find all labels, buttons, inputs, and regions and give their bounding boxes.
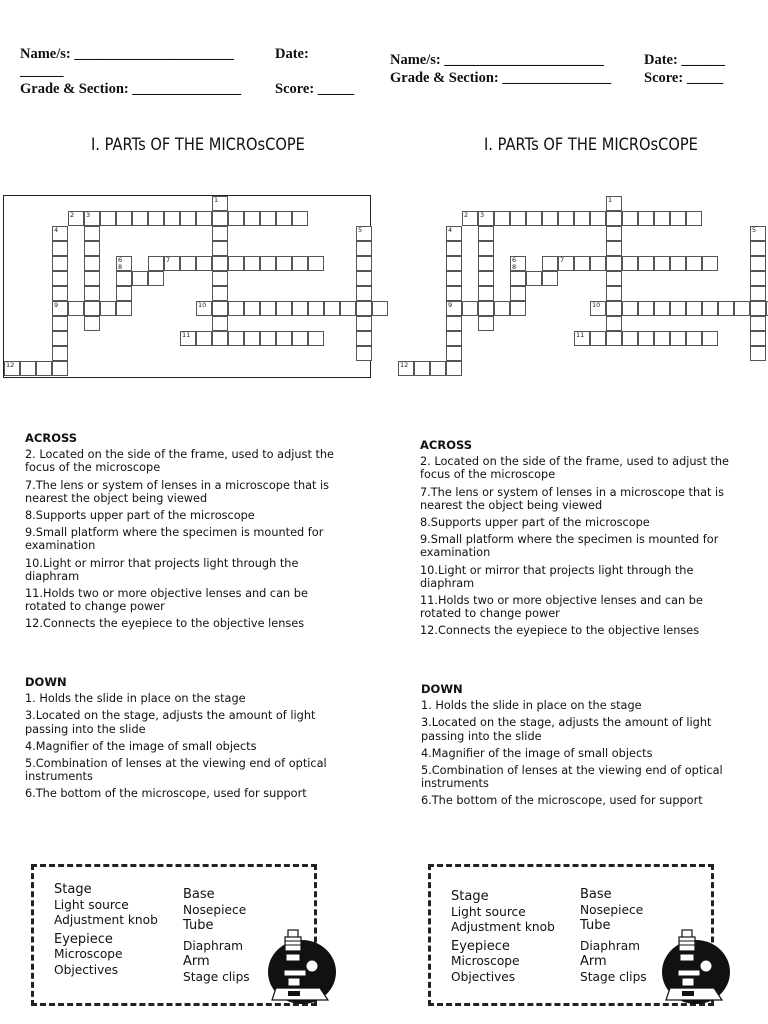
across-clue-11: 11.Holds two or more objective lenses and can be rotated to change power (25, 587, 308, 614)
crossword-cell[interactable] (686, 331, 702, 346)
down-clue-4: 4.Magnifier of the image of small objects (421, 746, 653, 760)
crossword-cell[interactable] (478, 271, 494, 286)
down-clues (25, 676, 335, 805)
crossword-cell[interactable] (260, 301, 276, 316)
clue-number: 8 (118, 263, 123, 271)
crossword-cell[interactable] (84, 286, 100, 301)
crossword-cell[interactable] (148, 211, 164, 226)
crossword-cell[interactable] (606, 286, 622, 301)
word-bank-item: Stage clips (580, 969, 647, 984)
crossword-cell[interactable] (446, 271, 462, 286)
crossword-cell[interactable] (606, 256, 622, 271)
crossword-cell[interactable] (180, 256, 196, 271)
crossword-cell[interactable] (622, 331, 638, 346)
crossword-cell[interactable] (212, 241, 228, 256)
score-line[interactable]: Score: _____ (275, 81, 355, 97)
clue-number: 5 (358, 226, 363, 234)
crossword-cell[interactable] (116, 211, 132, 226)
across-clue-9: 9.Small platform where the specimen is mounted for examination (25, 526, 324, 553)
crossword-cell[interactable] (750, 316, 766, 331)
crossword-cell[interactable] (212, 331, 228, 346)
crossword-cell[interactable] (100, 211, 116, 226)
crossword-cell[interactable] (446, 361, 462, 376)
crossword-cell[interactable] (622, 256, 638, 271)
crossword-cell[interactable] (622, 211, 638, 226)
crossword-cell[interactable] (574, 211, 590, 226)
worksheet-title: I. PARTs OF THE MICROsCOPE (91, 135, 305, 155)
crossword-cell[interactable] (84, 226, 100, 241)
word-bank-item: Microscope (451, 954, 520, 968)
down-clue-4: 4.Magnifier of the image of small objects (25, 739, 257, 753)
crossword-cell[interactable] (20, 361, 36, 376)
clue-number: 6 (512, 256, 517, 264)
microscope-icon (656, 926, 732, 1006)
crossword-cell[interactable] (750, 256, 766, 271)
grade-section-line[interactable]: Grade & Section: _______________ (20, 81, 242, 97)
crossword-cell[interactable] (260, 211, 276, 226)
across-clues (420, 439, 730, 642)
crossword-cell[interactable] (84, 316, 100, 331)
crossword-cell[interactable] (446, 241, 462, 256)
crossword-cell[interactable] (212, 226, 228, 241)
clue-number: 1 (608, 196, 613, 204)
word-bank-item: Light source (54, 897, 129, 912)
crossword-cell[interactable] (606, 301, 622, 316)
across-clues (25, 432, 335, 635)
clue-number: 10 (592, 301, 601, 309)
crossword-cell[interactable] (606, 226, 622, 241)
clue-number: 12 (6, 361, 15, 369)
clue-number: 7 (166, 256, 171, 264)
crossword-cell[interactable] (356, 331, 372, 346)
clue-number: 5 (752, 226, 757, 234)
clue-number: 3 (480, 211, 485, 219)
crossword-cell[interactable] (276, 301, 292, 316)
crossword-cell[interactable] (244, 301, 260, 316)
grade-section-line[interactable]: Grade & Section: _______________ (390, 70, 612, 86)
across-clue-8: 8.Supports upper part of the microscope (420, 516, 650, 530)
crossword-cell[interactable] (356, 346, 372, 361)
crossword-cell[interactable] (654, 331, 670, 346)
across-clue-11: 11.Holds two or more objective lenses and can be rotated to change power (420, 594, 703, 621)
word-bank-item: Stage clips (183, 969, 250, 984)
crossword-cell[interactable] (590, 211, 606, 226)
worksheet-right (384, 0, 768, 1024)
crossword-cell[interactable] (324, 301, 340, 316)
crossword-cell[interactable] (638, 256, 654, 271)
score-line[interactable]: Score: _____ (644, 70, 724, 86)
down-heading: DOWN (421, 682, 463, 696)
clue-number: 11 (182, 331, 191, 339)
crossword-cell[interactable] (292, 331, 308, 346)
crossword-cell[interactable] (52, 286, 68, 301)
crossword-cell[interactable] (750, 241, 766, 256)
crossword-cell[interactable] (526, 271, 542, 286)
date-line[interactable]: ______ (20, 63, 64, 79)
clue-number: 9 (448, 301, 453, 309)
crossword-cell[interactable] (638, 331, 654, 346)
word-bank-item: Nosepiece (580, 902, 644, 917)
crossword-cell[interactable] (100, 301, 116, 316)
word-bank-column-1 (451, 889, 555, 985)
crossword-cell[interactable] (356, 241, 372, 256)
crossword-cell[interactable] (356, 301, 372, 316)
date-line[interactable]: Date: ______ (644, 52, 725, 68)
crossword-cell[interactable] (510, 271, 526, 286)
crossword-cell[interactable] (702, 331, 718, 346)
worksheet-title: I. PARTs OF THE MICROsCOPE (484, 135, 698, 155)
crossword-cell[interactable] (414, 361, 430, 376)
down-heading: DOWN (25, 675, 67, 689)
down-clue-6: 6.The bottom of the microscope, used for support (421, 794, 703, 808)
across-clue-2: 2. Located on the side of the frame, used to adjust the focus of the microscope (25, 448, 334, 475)
word-bank-item: Eyepiece (54, 931, 113, 947)
crossword-cell[interactable] (462, 301, 478, 316)
clue-number: 8 (512, 263, 517, 271)
crossword-cell[interactable] (446, 286, 462, 301)
crossword-cell[interactable] (196, 256, 212, 271)
crossword-cell[interactable] (702, 301, 718, 316)
clue-number: 3 (86, 211, 91, 219)
crossword-cell[interactable] (734, 301, 750, 316)
crossword-cell[interactable] (52, 346, 68, 361)
clue-number: 2 (70, 211, 75, 219)
crossword-cell[interactable] (494, 211, 510, 226)
across-clue-7: 7.The lens or system of lenses in a microscope that is nearest the object being viewed (420, 485, 725, 512)
crossword-cell[interactable] (606, 271, 622, 286)
crossword-cell[interactable] (590, 256, 606, 271)
crossword-cell[interactable] (356, 316, 372, 331)
crossword-cell[interactable] (52, 271, 68, 286)
crossword-cell[interactable] (542, 211, 558, 226)
across-clue-10: 10.Light or mirror that projects light through the diaphram (420, 563, 694, 590)
crossword-cell[interactable] (212, 211, 228, 226)
across-clue-7: 7.The lens or system of lenses in a microscope that is nearest the object being viewed (25, 478, 330, 505)
crossword-cell[interactable] (446, 316, 462, 331)
word-bank-item: Tube (580, 918, 611, 933)
word-bank-item: Arm (580, 954, 607, 969)
down-clues (421, 683, 731, 812)
crossword-cell[interactable] (180, 211, 196, 226)
crossword-cell[interactable] (510, 211, 526, 226)
crossword-cell[interactable] (654, 256, 670, 271)
crossword-cell[interactable] (574, 256, 590, 271)
crossword-cell[interactable] (52, 256, 68, 271)
clue-number: 12 (400, 361, 409, 369)
crossword-cell[interactable] (750, 301, 766, 316)
crossword-cell[interactable] (148, 256, 164, 271)
crossword-cell[interactable] (196, 211, 212, 226)
clue-number: 2 (464, 211, 469, 219)
crossword-cell[interactable] (478, 286, 494, 301)
crossword-cell[interactable] (228, 256, 244, 271)
word-bank-item: Diaphram (183, 938, 244, 953)
crossword-cell[interactable] (212, 286, 228, 301)
names-line[interactable]: Name/s: ______________________ (390, 52, 604, 68)
crossword-cell[interactable] (590, 331, 606, 346)
down-clue-1: 1. Holds the slide in place on the stage (421, 699, 642, 713)
word-bank-column-2 (580, 887, 647, 985)
crossword-cell[interactable] (52, 241, 68, 256)
crossword-cell[interactable] (132, 271, 148, 286)
crossword-cell[interactable] (196, 331, 212, 346)
clue-number: 1 (214, 196, 219, 204)
crossword-cell[interactable] (84, 241, 100, 256)
crossword-cell[interactable] (260, 331, 276, 346)
crossword-cell[interactable] (68, 301, 84, 316)
crossword-cell[interactable] (244, 331, 260, 346)
word-bank-item: Adjustment knob (54, 913, 158, 927)
down-clue-1: 1. Holds the slide in place on the stage (25, 692, 246, 706)
crossword-cell[interactable] (308, 256, 324, 271)
crossword-cell[interactable] (654, 211, 670, 226)
crossword-cell[interactable] (356, 271, 372, 286)
crossword-cell[interactable] (84, 301, 100, 316)
word-bank-item: Adjustment knob (451, 920, 555, 934)
names-line[interactable]: Name/s: ______________________ (20, 46, 234, 62)
word-bank-item: Microscope (54, 947, 123, 961)
across-heading: ACROSS (420, 438, 473, 452)
crossword-cell[interactable] (116, 286, 132, 301)
crossword-cell[interactable] (750, 346, 766, 361)
crossword-cell[interactable] (542, 256, 558, 271)
crossword-cell[interactable] (292, 211, 308, 226)
down-clue-5: 5.Combination of lenses at the viewing end of optical instruments (25, 757, 327, 784)
crossword-cell[interactable] (356, 286, 372, 301)
word-bank-item: Stage (54, 882, 92, 897)
crossword-cell[interactable] (148, 271, 164, 286)
word-bank-item: Base (183, 887, 215, 902)
crossword-cell[interactable] (260, 256, 276, 271)
crossword-cell[interactable] (750, 286, 766, 301)
across-clue-2: 2. Located on the side of the frame, used to adjust the focus of the microscope (420, 455, 729, 482)
crossword-cell[interactable] (164, 211, 180, 226)
crossword-cell[interactable] (52, 331, 68, 346)
crossword-cell[interactable] (116, 301, 132, 316)
crossword-cell[interactable] (542, 271, 558, 286)
word-bank-item: Light source (451, 904, 526, 919)
crossword-cell[interactable] (750, 331, 766, 346)
crossword-cell[interactable] (510, 301, 526, 316)
crossword-cell[interactable] (446, 331, 462, 346)
crossword-cell[interactable] (212, 301, 228, 316)
clue-number: 9 (54, 301, 59, 309)
clue-number: 6 (118, 256, 123, 264)
down-clue-3: 3.Located on the stage, adjusts the amount of light passing into the slide (25, 709, 316, 736)
date-label[interactable]: Date: (275, 46, 309, 62)
crossword-cell[interactable] (36, 361, 52, 376)
crossword-cell[interactable] (212, 316, 228, 331)
clue-number: 7 (560, 256, 565, 264)
crossword-cell[interactable] (228, 211, 244, 226)
crossword-cell[interactable] (622, 301, 638, 316)
across-clue-8: 8.Supports upper part of the microscope (25, 509, 255, 523)
word-bank-item: Eyepiece (451, 938, 510, 954)
crossword-cell[interactable] (558, 211, 574, 226)
crossword-cell[interactable] (670, 256, 686, 271)
crossword-cell[interactable] (244, 256, 260, 271)
crossword-cell[interactable] (228, 331, 244, 346)
crossword-cell[interactable] (276, 211, 292, 226)
crossword-cell[interactable] (430, 361, 446, 376)
crossword-cell[interactable] (446, 346, 462, 361)
down-clue-3: 3.Located on the stage, adjusts the amount of light passing into the slide (421, 716, 712, 743)
word-bank-item: Objectives (54, 962, 119, 977)
across-clue-9: 9.Small platform where the specimen is mounted for examination (420, 533, 719, 560)
crossword-cell[interactable] (132, 211, 148, 226)
crossword-cell[interactable] (654, 301, 670, 316)
crossword-cell[interactable] (494, 301, 510, 316)
crossword-cell[interactable] (478, 316, 494, 331)
crossword-cell[interactable] (478, 226, 494, 241)
clue-number: 4 (54, 226, 59, 234)
crossword-cell[interactable] (606, 316, 622, 331)
crossword-cell[interactable] (478, 301, 494, 316)
crossword-cell[interactable] (702, 256, 718, 271)
microscope-icon (262, 926, 338, 1006)
crossword-cell[interactable] (686, 301, 702, 316)
clue-number: 4 (448, 226, 453, 234)
crossword-cell[interactable] (606, 241, 622, 256)
word-bank-item: Objectives (451, 969, 516, 984)
crossword-cell[interactable] (638, 301, 654, 316)
down-clue-6: 6.The bottom of the microscope, used for support (25, 787, 307, 801)
crossword-cell[interactable] (228, 301, 244, 316)
crossword-cell[interactable] (446, 256, 462, 271)
clue-number: 10 (198, 301, 207, 309)
down-clue-5: 5.Combination of lenses at the viewing end of optical instruments (421, 764, 723, 791)
crossword-cell[interactable] (340, 301, 356, 316)
crossword-cell[interactable] (52, 361, 68, 376)
across-clue-10: 10.Light or mirror that projects light through the diaphram (25, 556, 299, 583)
crossword-cell[interactable] (292, 256, 308, 271)
word-bank-item: Diaphram (580, 938, 641, 953)
crossword-cell[interactable] (292, 301, 308, 316)
crossword-cell[interactable] (276, 331, 292, 346)
crossword-cell[interactable] (84, 256, 100, 271)
crossword-cell[interactable] (686, 211, 702, 226)
word-bank-item: Arm (183, 954, 210, 969)
word-bank-column-1 (54, 882, 158, 978)
crossword-cell[interactable] (670, 331, 686, 346)
crossword-cell[interactable] (244, 211, 260, 226)
word-bank-item: Tube (183, 918, 214, 933)
across-heading: ACROSS (25, 431, 78, 445)
word-bank-item: Nosepiece (183, 902, 247, 917)
crossword-cell[interactable] (212, 271, 228, 286)
word-bank-item: Stage (451, 889, 489, 904)
crossword-cell[interactable] (52, 316, 68, 331)
across-clue-12: 12.Connects the eyepiece to the objective lenses (420, 624, 700, 638)
crossword-cell[interactable] (670, 211, 686, 226)
crossword-cell[interactable] (510, 286, 526, 301)
crossword-cell[interactable] (116, 271, 132, 286)
crossword-cell[interactable] (212, 256, 228, 271)
crossword-cell[interactable] (478, 256, 494, 271)
word-bank-item: Base (580, 887, 612, 902)
crossword-cell[interactable] (670, 301, 686, 316)
crossword-cell[interactable] (606, 211, 622, 226)
clue-number: 11 (576, 331, 585, 339)
crossword-cell[interactable] (84, 271, 100, 286)
crossword-cell[interactable] (686, 256, 702, 271)
crossword-cell[interactable] (356, 256, 372, 271)
crossword-cell[interactable] (606, 331, 622, 346)
crossword-cell[interactable] (526, 211, 542, 226)
crossword-cell[interactable] (308, 301, 324, 316)
crossword-cell[interactable] (750, 271, 766, 286)
word-bank-column-2 (183, 887, 250, 985)
across-clue-12: 12.Connects the eyepiece to the objective lenses (25, 617, 305, 631)
crossword-cell[interactable] (718, 301, 734, 316)
crossword-cell[interactable] (308, 331, 324, 346)
crossword-cell[interactable] (478, 241, 494, 256)
crossword-cell[interactable] (276, 256, 292, 271)
crossword-cell[interactable] (638, 211, 654, 226)
